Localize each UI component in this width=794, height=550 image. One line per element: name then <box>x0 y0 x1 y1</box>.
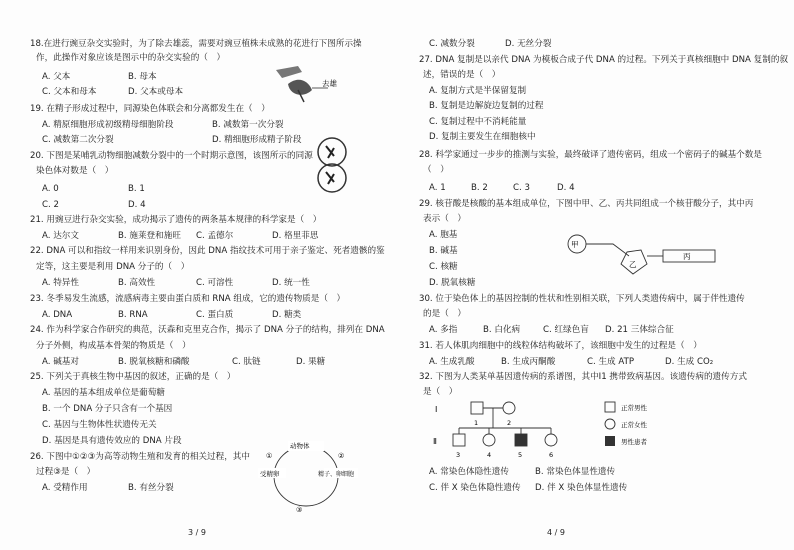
q20-line2: 染色体对数是（ ） <box>36 166 114 176</box>
q23-option-d: D. 糖类 <box>272 310 302 320</box>
pedigree-II3 <box>453 434 465 446</box>
q29-option-b: B. 碱基 <box>429 246 458 256</box>
q27-option-c: C. 复制过程中不消耗能量 <box>429 117 527 127</box>
pedigree-label-4: 4 <box>487 451 492 459</box>
pedigree-I2 <box>503 402 515 414</box>
q31-option-c: C. 生成 ATP <box>587 357 635 367</box>
q26-option-a: A. 受精作用 <box>42 483 88 493</box>
q19-line1: 19. 在精子形成过程中，同源染色体联会和分离都发生在（ ） <box>30 104 270 114</box>
q25-option-d: D. 基因是具有遗传效应的 DNA 片段 <box>42 436 182 446</box>
q30-option-b: B. 白化病 <box>483 325 521 335</box>
q26-line1: 26. 下图中①②③为高等动物生殖和发育的相关过程，其中 <box>30 452 250 462</box>
q32-line1: 32. 下图为人类某单基因遗传病的系谱图，其中Ⅰ1 携带致病基因。该遗传病的遗传方式 <box>419 372 747 382</box>
q26-option-c: C. 减数分裂 <box>429 39 475 49</box>
pedigree-label-2: 2 <box>507 419 512 427</box>
q18-option-c: C. 父本和母本 <box>42 87 97 97</box>
meiosis-cell-figure <box>310 136 354 196</box>
q26-line2: 过程③是（ ） <box>36 467 96 477</box>
q27-option-b: B. 复制是边解旋边复制的过程 <box>429 101 544 111</box>
q24-option-d: D. 果糖 <box>296 357 326 367</box>
q30-line2: 的是（ ） <box>423 309 466 319</box>
q19-option-b: B. 减数第一次分裂 <box>212 120 284 130</box>
q32-option-c: C. 伴 X 染色体隐性遗传 <box>429 483 521 493</box>
q20-line1: 20. 下图是某哺乳动物细胞减数分裂中的一个时期示意图，该图所示的同源 <box>30 151 313 161</box>
q18-line2: 作，此操作对象应该是图示中的杂交实验的（ ） <box>36 53 226 63</box>
nucleotide-yi: 乙 <box>629 260 637 269</box>
q25-option-a: A. 基因的基本组成单位是葡萄糖 <box>42 388 165 398</box>
pedigree-label-3: 3 <box>456 451 461 459</box>
q24-option-c: C. 肽链 <box>232 357 261 367</box>
q31-option-d: D. 生成 CO₂ <box>665 357 714 367</box>
q27-line2: 述，错误的是（ ） <box>423 70 501 80</box>
q24-option-b: B. 脱氧核糖和磷酸 <box>118 357 190 367</box>
pedigree-gen-2: Ⅱ <box>433 437 437 446</box>
q18-option-d: D. 父本或母本 <box>128 87 184 97</box>
cycle-step-2: ② <box>338 452 345 460</box>
pedigree-II6 <box>545 434 557 446</box>
q28-option-d: D. 4 <box>557 183 575 193</box>
q29-option-c: C. 核糖 <box>429 262 458 272</box>
cycle-zygote: 受精卵 <box>260 470 280 478</box>
pedigree-label-1: 1 <box>474 419 479 427</box>
pedigree-chart <box>423 398 713 468</box>
q19-option-a: A. 精原细胞形成初级精母细胞阶段 <box>42 120 174 130</box>
q31-line1: 31. 若人体肌肉细胞中的线粒体结构破坏了，该细胞中发生的过程是（ ） <box>419 341 702 351</box>
cycle-step-3: ③ <box>296 506 303 514</box>
q28-option-b: B. 2 <box>471 183 488 193</box>
q32-option-b: B. 常染色体显性遗传 <box>535 467 616 477</box>
q30-option-a: A. 多指 <box>429 325 458 335</box>
q26-option-b: B. 有丝分裂 <box>128 483 174 493</box>
q24-line1: 24. 作为科学家合作研究的典范，沃森和克里克合作，揭示了 DNA 分子的结构，排列在 DNA <box>30 325 385 335</box>
q23-option-b: B. RNA <box>118 310 148 320</box>
pedigree-I1 <box>471 402 483 414</box>
q26-option-d: D. 无丝分裂 <box>505 39 552 49</box>
q20-option-d: D. 4 <box>128 200 146 210</box>
nucleotide-bing: 丙 <box>683 252 691 261</box>
page-number-right: 4 / 9 <box>547 528 565 537</box>
reproduction-cycle-figure <box>258 436 358 516</box>
q24-line2: 分子外侧，构成基本骨架的物质是（ ） <box>36 341 191 351</box>
pedigree-gen-1: Ⅰ <box>435 405 438 414</box>
pedigree-II4 <box>483 434 495 446</box>
q20-option-c: C. 2 <box>42 200 59 210</box>
q24-option-a: A. 碱基对 <box>42 357 79 367</box>
q20-option-b: B. 1 <box>128 184 145 194</box>
q28-option-a: A. 1 <box>429 183 446 193</box>
q20-option-a: A. 0 <box>42 184 59 194</box>
q32-option-a: A. 常染色体隐性遗传 <box>429 467 509 477</box>
q27-option-a: A. 复制方式是半保留复制 <box>429 86 527 96</box>
q25-option-c: C. 基因与生物体性状遗传无关 <box>42 420 157 430</box>
q28-option-c: C. 3 <box>513 183 530 193</box>
right-page <box>397 0 794 550</box>
q27-line1: 27. DNA 复制是以亲代 DNA 为模板合成子代 DNA 的过程。下列关于真核细胞中 DNA 复制的叙 <box>419 55 789 65</box>
q21-option-c: C. 孟德尔 <box>196 231 234 241</box>
q22-option-b: B. 高效性 <box>118 278 156 288</box>
q32-option-d: D. 伴 X 染色体显性遗传 <box>535 483 628 493</box>
q30-option-c: C. 红绿色盲 <box>543 325 589 335</box>
nucleotide-jia: 甲 <box>571 240 579 249</box>
emasculation-label: 去雄 <box>322 79 337 88</box>
q23-option-a: A. DNA <box>42 310 73 320</box>
q22-option-c: C. 可溶性 <box>196 278 234 288</box>
q19-option-d: D. 精细胞形成精子阶段 <box>212 135 302 145</box>
legend-normal-male-label: 正常男性 <box>621 404 647 412</box>
q32-line2: 是（ ） <box>423 387 458 397</box>
q31-option-a: A. 生成乳酸 <box>429 357 475 367</box>
q23-line1: 23. 冬季易发生流感，流感病毒主要由蛋白质和 RNA 组成，它的遗传物质是（ ） <box>30 294 346 304</box>
q21-option-d: D. 格里菲思 <box>272 231 319 241</box>
cycle-step-1: ① <box>266 452 273 460</box>
q21-option-a: A. 达尔文 <box>42 231 79 241</box>
nucleotide-figure <box>565 226 735 286</box>
q19-option-c: C. 减数第二次分裂 <box>42 135 114 145</box>
legend-male-patient-label: 男性患者 <box>621 438 647 446</box>
q29-line2: 表示（ ） <box>423 214 466 224</box>
pedigree-label-6: 6 <box>549 451 554 459</box>
legend-male-patient <box>605 436 615 446</box>
q22-line1: 22. DNA 可以和指纹一样用来识别身份，因此 DNA 指纹技术可用于亲子鉴定、死者遗骸的鉴 <box>30 246 385 256</box>
pedigree-label-5: 5 <box>518 451 523 459</box>
q21-line1: 21. 用豌豆进行杂交实验，成功揭示了遗传的两条基本规律的科学家是（ ） <box>30 215 322 225</box>
q18-option-a: A. 父本 <box>42 72 71 82</box>
q18-option-b: B. 母本 <box>128 72 157 82</box>
q18-line1: 18.在进行豌豆杂交实验时，为了除去雄蕊，需要对豌豆植株未成熟的花进行下图所示操 <box>30 39 362 49</box>
q30-option-d: D. 21 三体综合征 <box>605 325 674 335</box>
cycle-animal: 动物体 <box>290 442 310 450</box>
q21-option-b: B. 施莱登和施旺 <box>118 231 181 241</box>
q29-option-d: D. 脱氧核糖 <box>429 278 476 288</box>
legend-normal-female-label: 正常女性 <box>621 421 647 429</box>
q25-line1: 25. 下列关于真核生物中基因的叙述，正确的是（ ） <box>30 372 236 382</box>
q27-option-d: D. 复制主要发生在细胞核中 <box>429 132 536 142</box>
q22-option-a: A. 特异性 <box>42 278 79 288</box>
q29-option-a: A. 胞基 <box>429 230 458 240</box>
page-number-left: 3 / 9 <box>188 528 206 537</box>
cycle-gametes: 精子、卵细胞 <box>318 471 355 478</box>
q31-option-b: B. 生成丙酮酸 <box>501 357 556 367</box>
q28-line2: （ ） <box>423 165 449 175</box>
q29-line1: 29. 核苷酸是核酸的基本组成单位，下图中甲、乙、丙共同组成一个核苷酸分子，其中丙 <box>419 199 754 209</box>
q28-line1: 28. 科学家通过一步步的推测与实验，最终破译了遗传密码，组成一个密码子的碱基个数是 <box>419 150 762 160</box>
pedigree-II5 <box>515 434 527 446</box>
legend-normal-female <box>605 419 615 429</box>
q25-option-b: B. 一个 DNA 分子只含有一个基因 <box>42 404 173 414</box>
q22-line2: 定等，这主要是利用 DNA 分子的（ ） <box>36 262 190 272</box>
q30-line1: 30. 位于染色体上的基因控制的性状和性别相关联，下列人类遗传病中，属于伴性遗传 <box>419 294 745 304</box>
emasculation-figure <box>268 62 338 108</box>
q22-option-d: D. 统一性 <box>272 278 310 288</box>
legend-normal-male <box>605 402 615 412</box>
q23-option-c: C. 蛋白质 <box>196 310 234 320</box>
